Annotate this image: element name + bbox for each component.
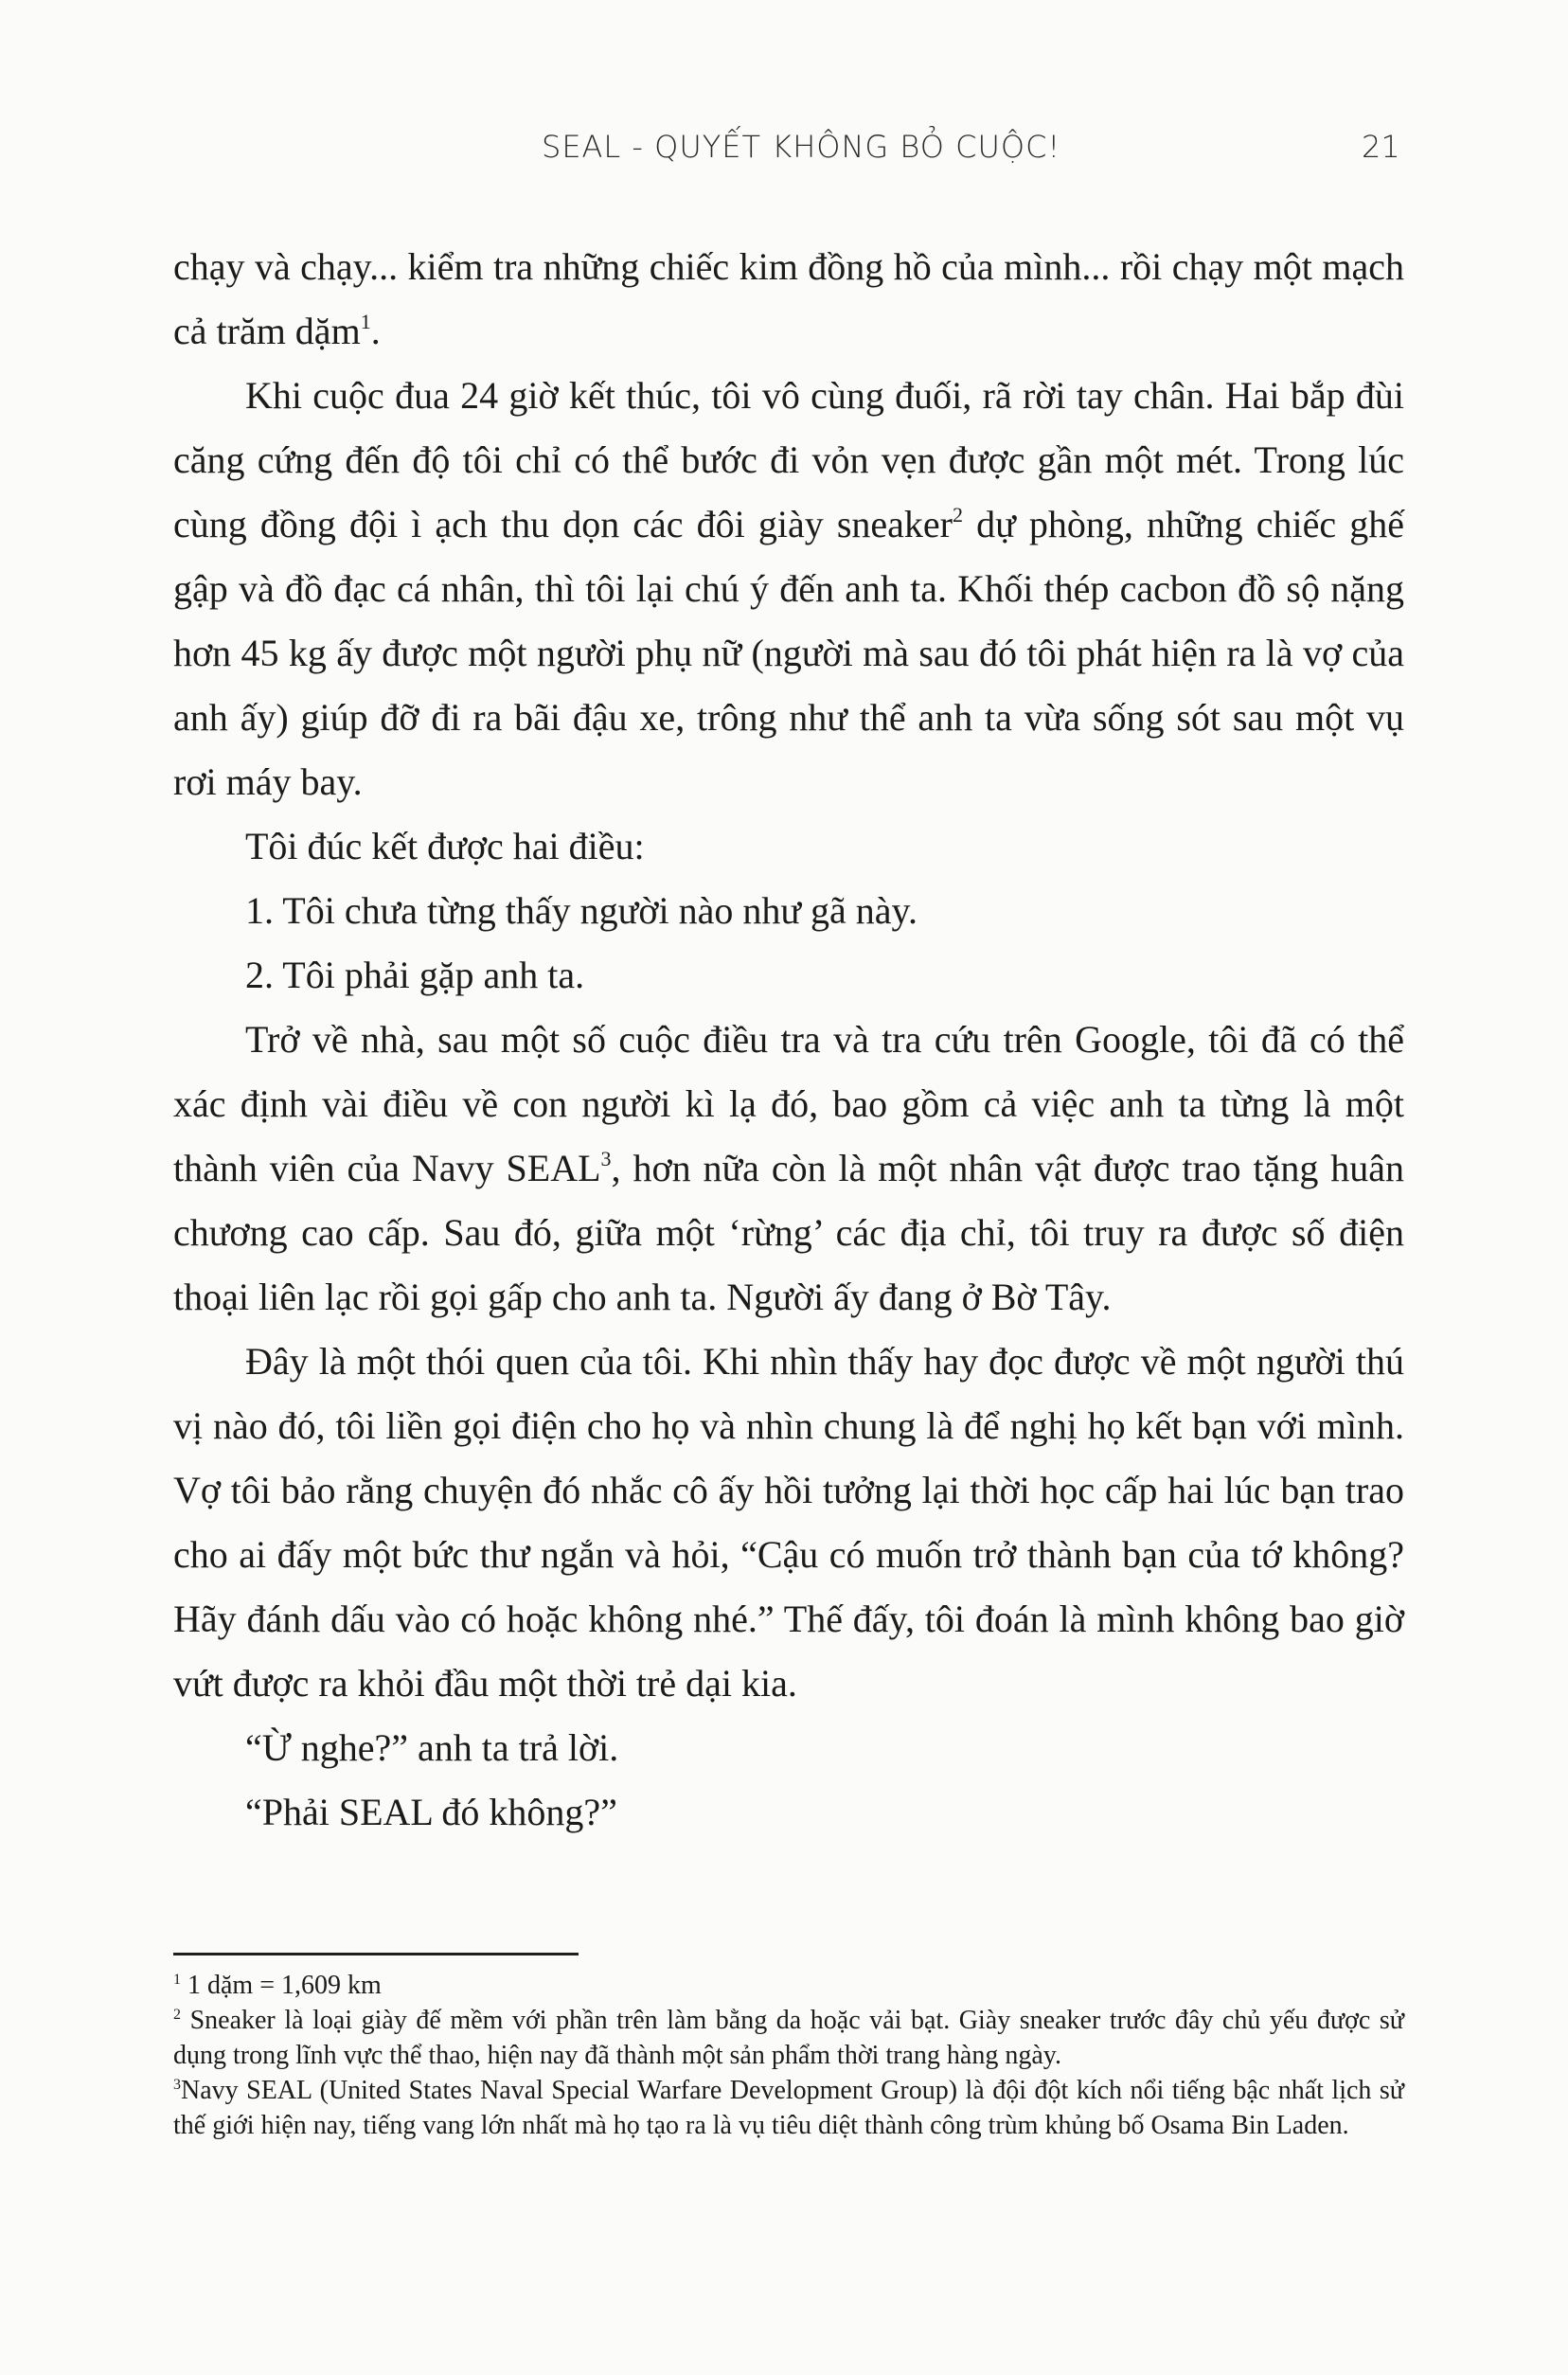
running-header xyxy=(0,129,1568,176)
footnote-divider xyxy=(173,1953,579,1955)
paragraph: Đây là một thói quen của tôi. Khi nhìn thấy hay đọc được về một người thú vị nào đó, tôi liền gọi điện cho họ và nhìn chung là để nghị họ kết bạn với mình. Vợ tôi bảo rằng chuyện đó nhắc cô ấy hồi tưởng lại thời học cấp hai lúc bạn trao cho ai đấy một bức thư ngắn và hỏi, “Cậu có muốn trở thành bạn của tớ không? Hãy đánh dấu vào có hoặc không nhé.” Thế đấy, tôi đoán là mình không bao giờ vứt được ra khỏi đầu một thời trẻ dại kia. xyxy=(173,1340,1404,1705)
footnotes xyxy=(173,1968,1404,2143)
paragraph-continued: chạy và chạy... kiểm tra những chiếc kim đồng hồ của mình... rồi chạy một mạch cả trăm dặm$^1$. xyxy=(173,245,1404,352)
body-text xyxy=(173,235,1404,1845)
page-number: 21 xyxy=(1362,129,1400,165)
footnote-ref-2: 2 xyxy=(953,503,963,527)
dialogue-line: “Phải SEAL đó không?” xyxy=(245,1791,617,1833)
footnote-ref-1: 1 xyxy=(360,310,371,333)
footnote-ref-3: 3 xyxy=(600,1147,612,1170)
list-item: 1. Tôi chưa từng thấy người nào như gã này. xyxy=(245,889,918,932)
paragraph: Tôi đúc kết được hai điều: xyxy=(245,825,645,867)
paragraph: Khi cuộc đua 24 giờ kết thúc, tôi vô cùng đuối, rã rời tay chân. Hai bắp đùi căng cứng đến độ tôi chỉ có thể bước đi vỏn vẹn được gần một mét. Trong lúc cùng đồng đội ì ạch thu dọn các đôi giày sneaker$^2$ dự phòng, những chiếc ghế gập và đồ đạc cá nhân, thì tôi lại chú ý đến anh ta. Khối thép cacbon đồ sộ nặng hơn 45 kg ấy được một người phụ nữ (người mà sau đó tôi phát hiện ra là vợ của anh ấy) giúp đỡ đi ra bãi đậu xe, trông như thể anh ta vừa sống sót sau một vụ rơi máy bay. xyxy=(173,374,1404,803)
paragraph: Trở về nhà, sau một số cuộc điều tra và tra cứu trên Google, tôi đã có thể xác định vài điều về con người kì lạ đó, bao gồm cả việc anh ta từng là một thành viên của Navy SEAL$^3$, hơn nữa còn là một nhân vật được trao tặng huân chương cao cấp. Sau đó, giữa một ‘rừng’ các địa chỉ, tôi truy ra được số điện thoại liên lạc rồi gọi gấp cho anh ta. Người ấy đang ở Bờ Tây. xyxy=(173,1018,1404,1318)
footnote-3: $^3$Navy SEAL (United States Naval Special Warfare Development Group) là đội đột kích nổi tiếng bậc nhất lịch sử thế giới hiện nay, tiếng vang lớn nhất mà họ tạo ra là vụ tiêu diệt thành công trùm khủng bố Osama Bin Laden. xyxy=(173,2076,1404,2140)
dialogue-line: “Ừ nghe?” anh ta trả lời. xyxy=(245,1726,619,1769)
list-item: 2. Tôi phải gặp anh ta. xyxy=(245,954,585,996)
footnote-2: $^2$ Sneaker là loại giày đế mềm với phần trên làm bằng da hoặc vải bạt. Giày sneaker trước đây chủ yếu được sử dụng trong lĩnh vực thể thao, hiện nay đã thành một sản phẩm thời trang hàng ngày. xyxy=(173,2006,1404,2070)
running-title: SEAL - QUYẾT KHÔNG BỎ CUỘC! xyxy=(542,129,1061,165)
footnote-1: $^1$ 1 dặm = 1,609 km xyxy=(173,1971,382,2000)
